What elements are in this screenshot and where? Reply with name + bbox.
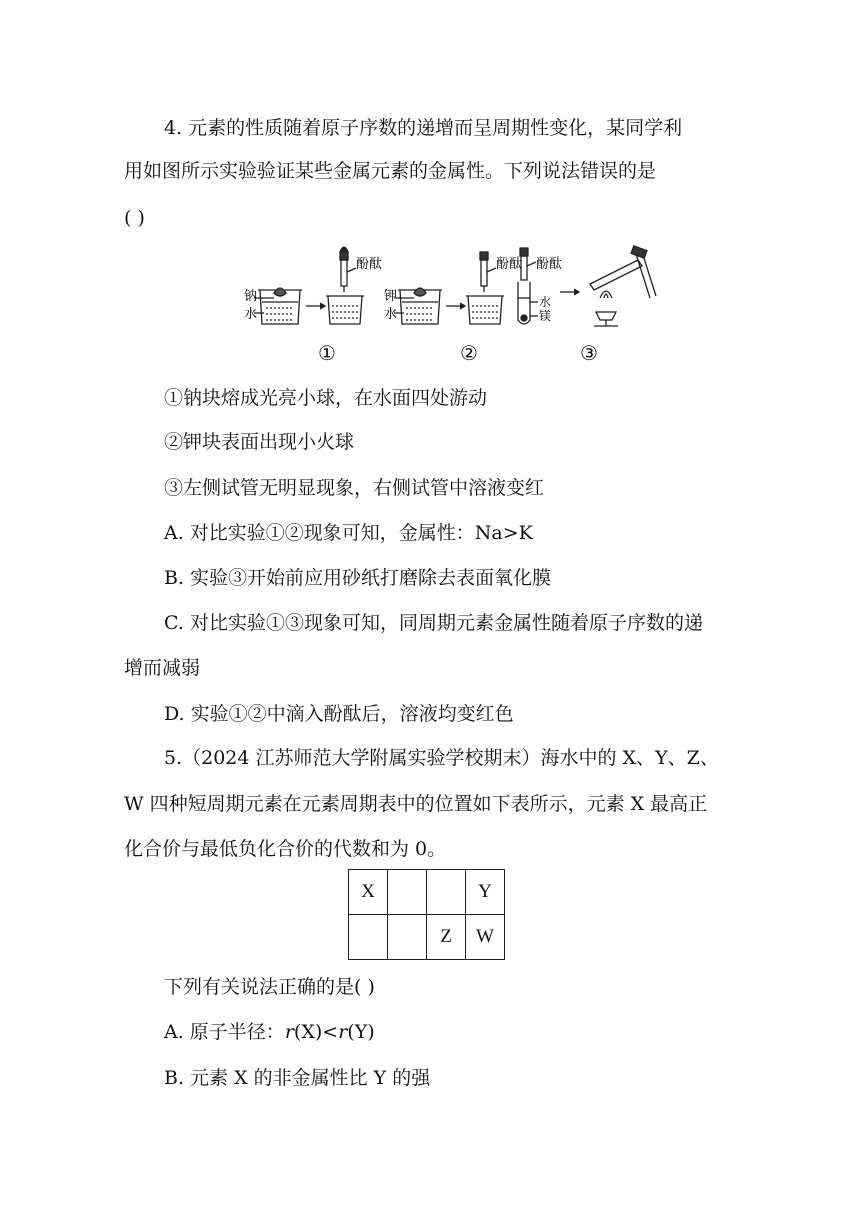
q4-stem-line2: 用如图所示实验验证某些金属元素的金属性。下列说法错误的是 <box>124 160 657 182</box>
q4-answer-paren: ( ) <box>124 207 145 229</box>
figure-caption-3: ③ <box>580 341 598 365</box>
label-water-1: 水 <box>244 307 258 322</box>
table-cell <box>388 870 427 915</box>
table-cell <box>388 915 427 960</box>
q4-option-d: D. 实验①②中滴入酚酞后，溶液均变红色 <box>164 703 514 725</box>
periodic-position-table <box>348 869 505 960</box>
q5-option-a <box>164 1018 375 1046</box>
q4-option-c-line2: 增而减弱 <box>124 657 201 679</box>
q4-stem-line1: 4. 元素的性质随着原子序数的递增而呈周期性变化，某同学利 <box>164 117 683 139</box>
label-phenolphthalein-1: 酚酞 <box>356 257 383 272</box>
observation-1: ①钠块熔成光亮小球，在水面四处游动 <box>164 387 488 409</box>
heating-apparatus <box>590 246 656 326</box>
q5-option-b: B. 元素 X 的非金属性比 Y 的强 <box>164 1067 431 1089</box>
table-row <box>349 870 505 915</box>
q5-option-a-prefix: A. 原子半径： <box>164 1021 285 1043</box>
q5-stem-line2: W 四种短周期元素在元素周期表中的位置如下表所示，元素 X 最高正 <box>124 793 708 815</box>
beaker-sodium <box>254 288 302 324</box>
q5-stem-line3: 化合价与最低负化合价的代数和为 0。 <box>124 838 447 860</box>
table-row <box>349 915 505 960</box>
label-phenolphthalein-2: 酚酞 <box>496 257 523 272</box>
table-cell <box>349 915 388 960</box>
label-water-3: 水 <box>539 295 552 309</box>
observation-3: ③左侧试管无明显现象，右侧试管中溶液变红 <box>164 477 545 499</box>
table-cell: Z <box>427 915 466 960</box>
q5-option-a-r1: r <box>284 1021 294 1043</box>
q5-stem-line1: 5.（2024 江苏师范大学附属实验学校期末）海水中的 X、Y、Z、 <box>164 747 719 769</box>
q5-option-a-r2: r <box>338 1021 348 1043</box>
label-magnesium: 镁 <box>539 309 552 323</box>
table-cell: X <box>349 870 388 915</box>
q5-option-a-end: (Y) <box>347 1021 375 1043</box>
table-cell: Y <box>466 870 505 915</box>
table-cell <box>427 870 466 915</box>
observation-2: ②钾块表面出现小火球 <box>164 431 355 453</box>
label-potassium: 钾 <box>384 289 398 304</box>
figure-caption-2: ② <box>460 341 478 365</box>
q5-option-a-mid: (X)< <box>293 1021 339 1043</box>
q4-option-b: B. 实验③开始前应用砂纸打磨除去表面氧化膜 <box>164 567 552 589</box>
beaker-potassium <box>394 288 442 324</box>
q5-question: 下列有关说法正确的是( ) <box>164 976 375 998</box>
q4-option-c-line1: C. 对比实验①③现象可知，同周期元素金属性随着原子序数的递 <box>164 612 703 634</box>
label-water-2: 水 <box>384 307 398 322</box>
label-sodium: 钠 <box>244 289 258 304</box>
figure-caption-1: ① <box>318 341 336 365</box>
table-cell: W <box>466 915 505 960</box>
label-phenolphthalein-3: 酚酞 <box>536 257 563 272</box>
q4-option-a: A. 对比实验①②现象可知，金属性：Na>K <box>164 522 533 544</box>
